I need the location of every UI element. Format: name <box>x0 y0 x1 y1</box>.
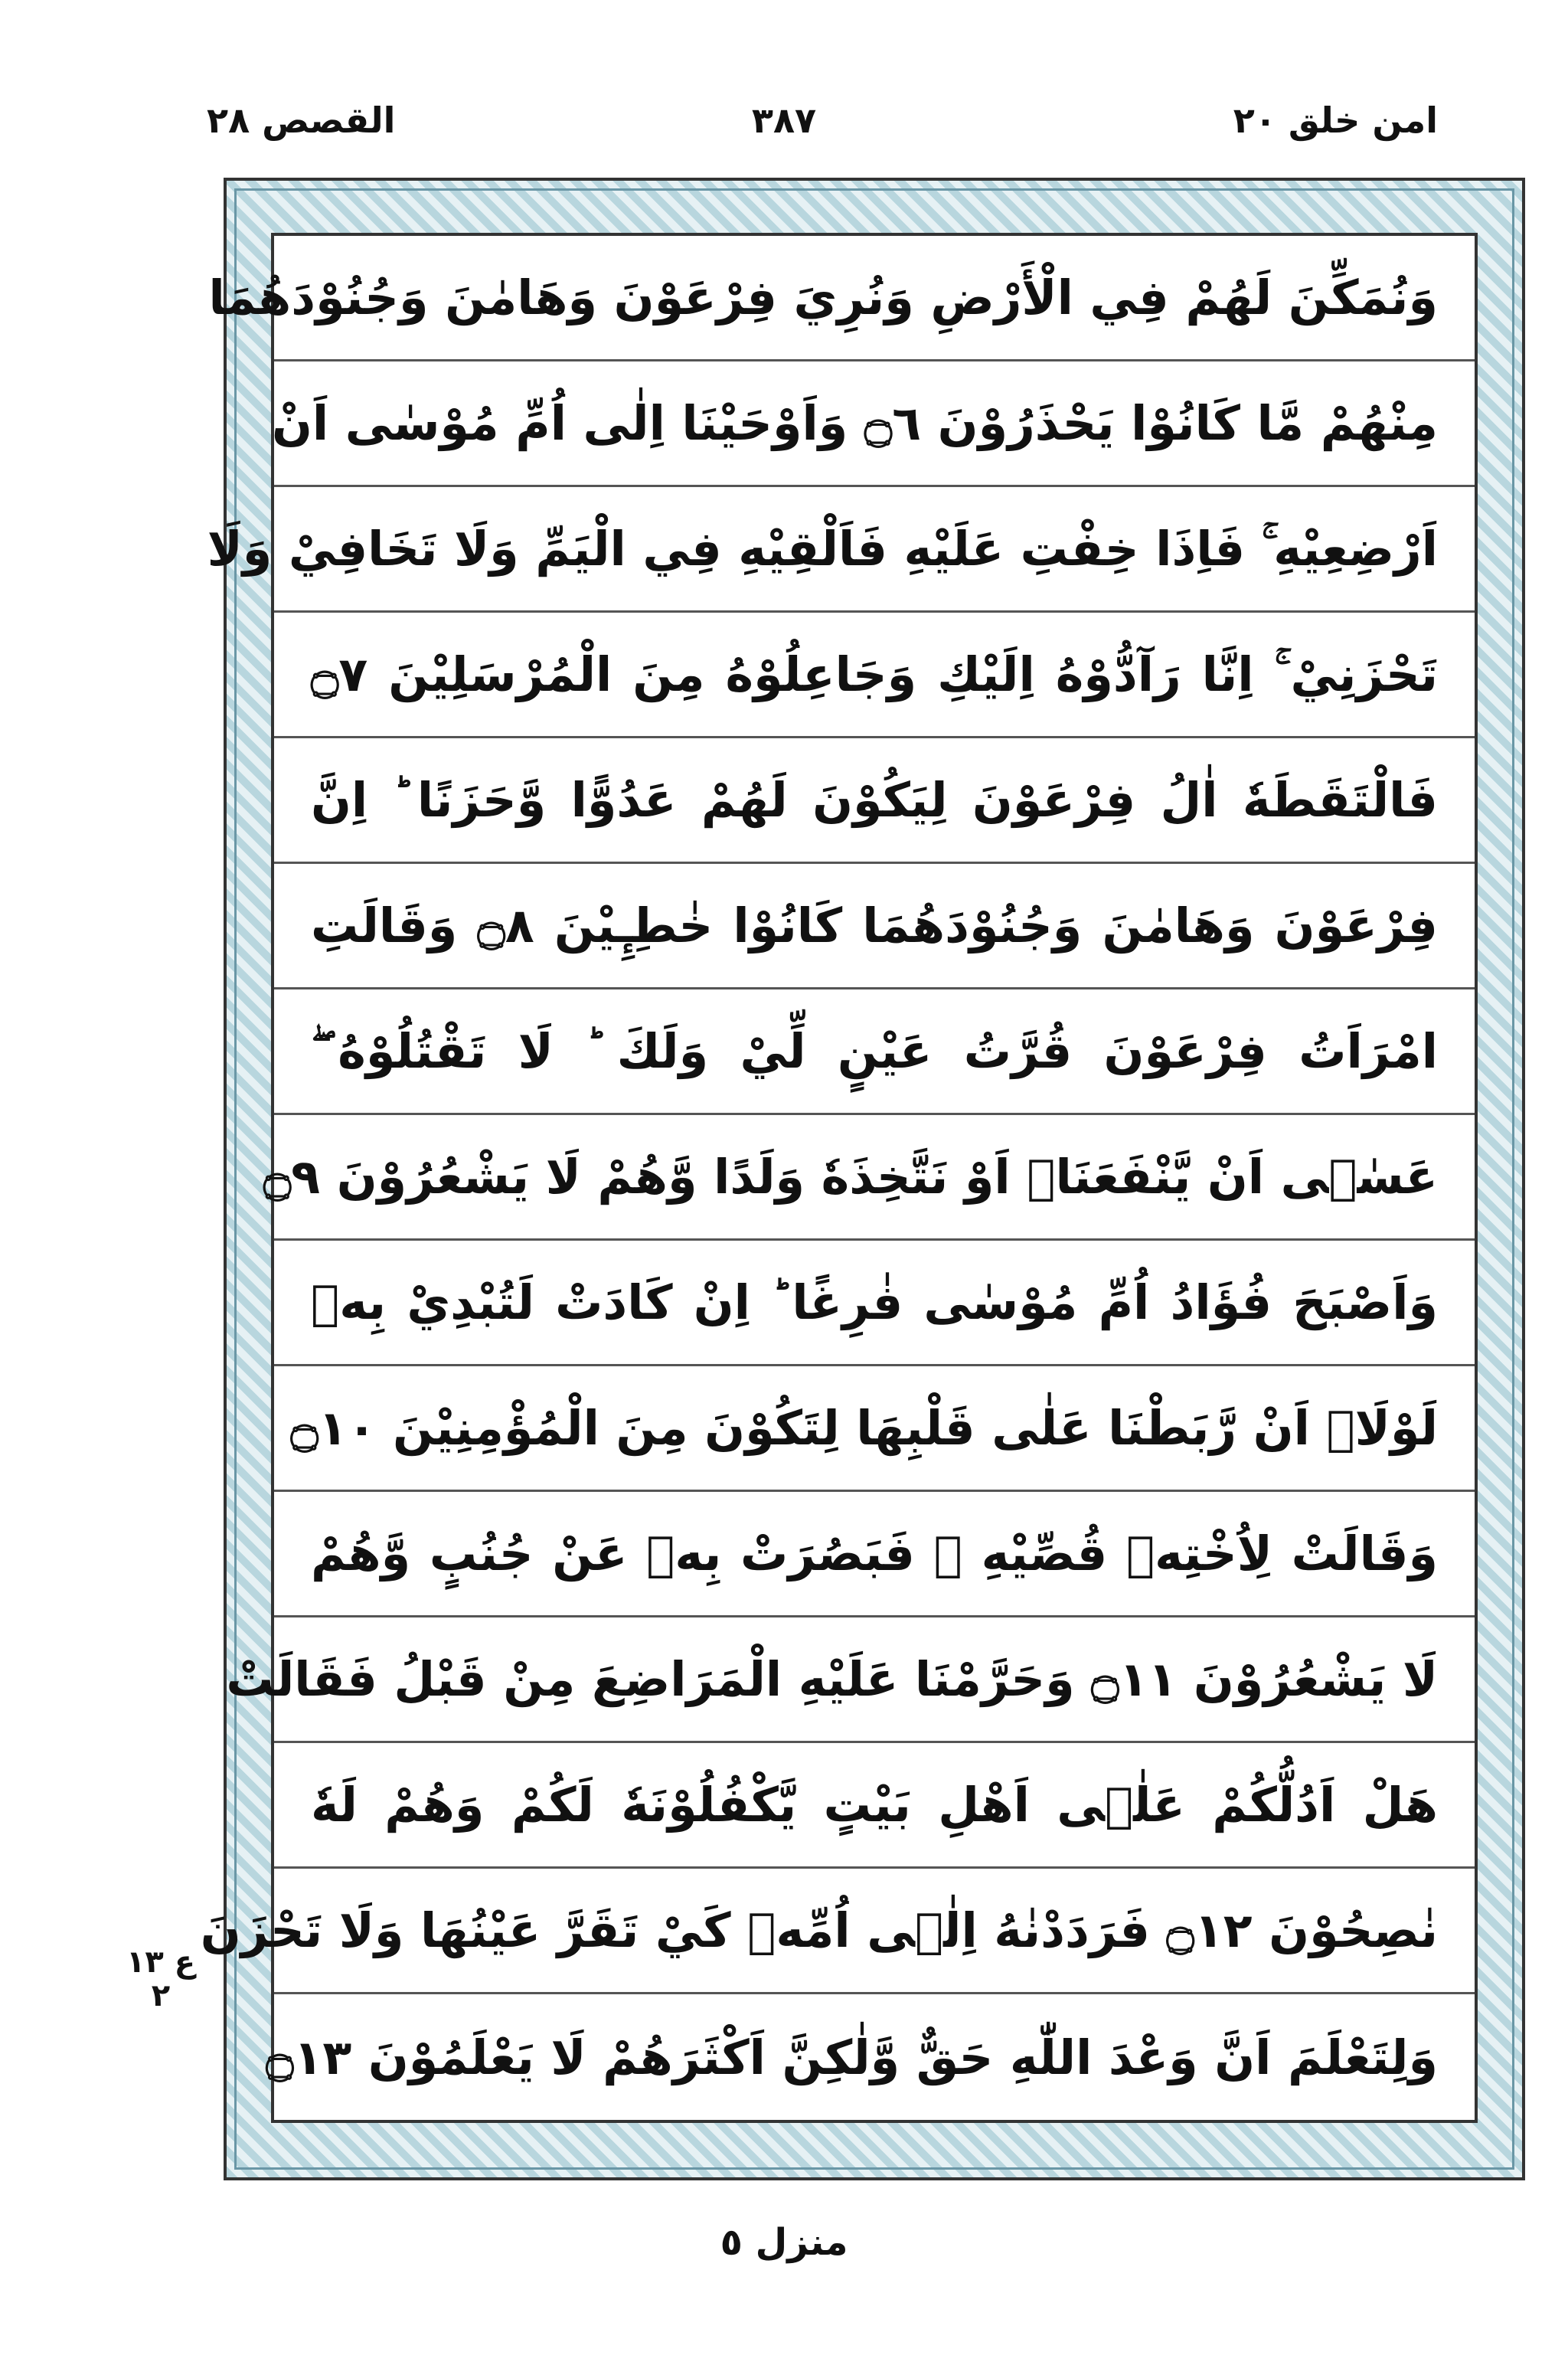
verse-line <box>274 1366 1475 1492</box>
verse-line <box>274 1241 1475 1366</box>
decorative-border <box>200 178 1525 2180</box>
verse-line-text: فِرْعَوْنَ وَهَامٰنَ وَجُنُوْدَهُمَا كَانُوْا خٰطِـِٕيْنَ ۝٨ وَقَالَتِ <box>311 898 1438 953</box>
verse-line-text: اَرْضِعِيْهِ ۚ فَاِذَا خِفْتِ عَلَيْهِ فَاَلْقِيْهِ فِي الْيَمِّ وَلَا تَخَافِيْ وَلَا <box>207 520 1438 577</box>
ruku-marker: ع ١٣ ٢ <box>126 1945 196 2013</box>
verse-line-text: لَوْلَاۤ اَنْ رَّبَطْنَا عَلٰى قَلْبِهَا لِتَكُوْنَ مِنَ الْمُؤْمِنِيْنَ ۝١٠ <box>290 1400 1438 1456</box>
verse-line-text: وَاَصْبَحَ فُؤَادُ اُمِّ مُوْسٰى فٰرِغًا ؕ اِنْ كَادَتْ لَتُبْدِيْ بِهٖ <box>311 1274 1438 1330</box>
verse-line <box>274 1743 1475 1869</box>
verse-line <box>274 613 1475 738</box>
verse-line-text: وَنُمَكِّنَ لَهُمْ فِي الْأَرْضِ وَنُرِيَ فِرْعَوْنَ وَهَامٰنَ وَجُنُوْدَهُمَا <box>208 270 1438 325</box>
verse-line <box>207 487 1475 613</box>
verse-line-text: هَلْ اَدُلُّكُمْ عَلٰۤى اَهْلِ بَيْتٍ يَّكْفُلُوْنَهٗ لَكُمْ وَهُمْ لَهٗ <box>311 1777 1438 1833</box>
text-panel <box>200 233 1478 2123</box>
verse-line <box>208 236 1475 361</box>
page-header <box>0 100 1568 176</box>
verse-line-text: عَسٰۤى اَنْ يَّنْفَعَنَاۤ اَوْ نَتَّخِذَهٗ وَلَدًا وَّهُمْ لَا يَشْعُرُوْنَ ۝٩ <box>263 1149 1438 1205</box>
verse-line <box>274 864 1475 989</box>
verse-line-text: لَا يَشْعُرُوْنَ ۝١١ وَحَرَّمْنَا عَلَيْهِ الْمَرَاضِعَ مِنْ قَبْلُ فَقَالَتْ <box>226 1651 1438 1707</box>
verse-line-text: نٰصِحُوْنَ ۝١٢ فَرَدَدْنٰهُ اِلٰۤى اُمِّهٖ كَيْ تَقَرَّ عَيْنُهَا وَلَا تَحْزَنَ <box>200 1902 1438 1958</box>
verse-line-text: وَلِتَعْلَمَ اَنَّ وَعْدَ اللّٰهِ حَقٌّ وَّلٰكِنَّ اَكْثَرَهُمْ لَا يَعْلَمُوْنَ ۝١٣ <box>266 2029 1438 2085</box>
verse-line-text: وَقَالَتْ لِاُخْتِهٖ قُصِّيْهِ ۚ فَبَصُرَتْ بِهٖ عَنْ جُنُبٍ وَّهُمْ <box>311 1526 1438 1581</box>
verse-line <box>274 738 1475 864</box>
manzil-footer: منزل ٥ <box>720 2221 848 2264</box>
verse-line <box>274 1492 1475 1617</box>
verse-line <box>271 361 1475 487</box>
verse-line-text: امْرَاَتُ فِرْعَوْنَ قُرَّتُ عَيْنٍ لِّيْ وَلَكَ ؕ لَا تَقْتُلُوْهُ ۖ <box>311 1022 1438 1079</box>
page-number: ٣٨٧ <box>751 100 817 141</box>
verse-line <box>200 1869 1475 1994</box>
surah-name: القصص ٢٨ <box>207 100 396 141</box>
verse-line <box>226 1617 1475 1743</box>
verse-line <box>274 989 1475 1115</box>
verse-line-text: فَالْتَقَطَهٗ اٰلُ فِرْعَوْنَ لِيَكُوْنَ لَهُمْ عَدُوًّا وَّحَزَنًا ؕ اِنَّ <box>311 772 1438 828</box>
verse-line <box>263 1115 1475 1241</box>
verse-line <box>266 1994 1475 2120</box>
verse-line-text: تَحْزَنِيْ ۚ اِنَّا رَآدُّوْهُ اِلَيْكِ وَجَاعِلُوْهُ مِنَ الْمُرْسَلِيْنَ ۝٧ <box>311 646 1438 702</box>
juz-name: امن خلق ٢٠ <box>1233 100 1438 141</box>
verse-line-text: مِنْهُمْ مَّا كَانُوْا يَحْذَرُوْنَ ۝٦ وَاَوْحَيْنَا اِلٰى اُمِّ مُوْسٰى اَنْ <box>271 395 1438 451</box>
